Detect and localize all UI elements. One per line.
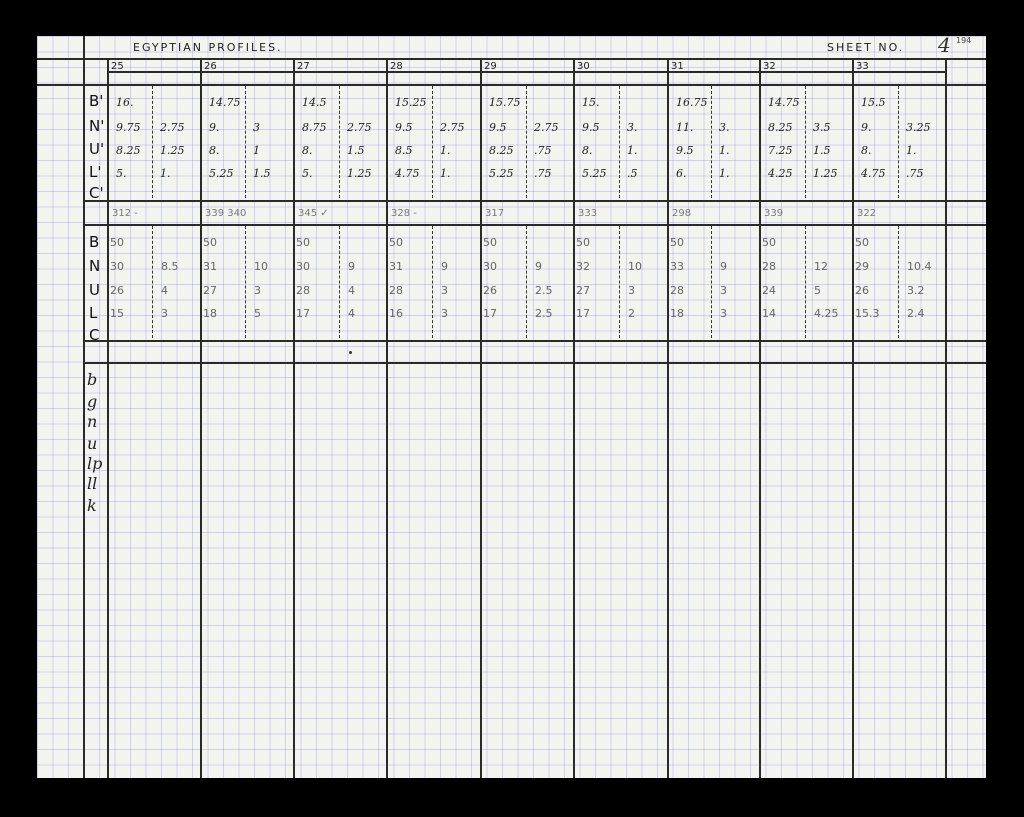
primed-cell-sub: 3.25 [906,121,931,134]
primed-cell-main: 5.25 [582,167,607,180]
plain-cell-main: 27 [576,284,590,297]
column-number-underline [107,71,945,73]
primed-subcolumn-divider [898,86,899,198]
plain-cell-main: 30 [296,260,310,273]
primed-cell-sub: .75 [534,167,552,180]
primed-cell-main: 5. [302,167,313,180]
sheet-number-label: SHEET NO. [827,41,905,54]
column-divider [573,58,575,778]
primed-cell-main: 8. [582,144,593,157]
total-cell: 298 [672,208,692,219]
primed-cell-main: 5.25 [209,167,234,180]
primed-cell-main: 8. [209,144,220,157]
plain-cell-sub: 3 [628,284,635,297]
row-label-primed: U' [89,140,105,158]
total-cell: 328 - [391,208,417,219]
primed-cell-main: 4.25 [768,167,793,180]
column-divider [667,58,669,778]
column-divider [759,58,761,778]
primed-cell-main: 9.5 [395,121,413,134]
primed-cell-main: 8.25 [116,144,141,157]
plain-cell-sub: 4 [161,284,168,297]
primed-cell-main: 9. [209,121,220,134]
plain-cell-main: 50 [855,236,869,249]
pencil-dot [349,351,352,354]
primed-cell-sub: .75 [906,167,924,180]
primed-cell-main: 16.75 [676,96,708,109]
column-divider [480,58,482,778]
row-label: U [89,281,100,299]
plain-subcolumn-divider [619,226,620,338]
plain-cell-sub: 2.4 [907,307,925,320]
totals-row-bottom-line [83,224,986,226]
plain-cell-main: 30 [110,260,124,273]
plain-cell-sub: 10 [628,260,642,273]
column-divider [293,58,295,778]
plain-cell-sub: 3 [720,284,727,297]
plain-cell-main: 18 [670,307,684,320]
primed-block-bottom-line [83,200,986,202]
plain-subcolumn-divider [711,226,712,338]
plain-cell-sub: 9 [720,260,727,273]
plain-cell-main: 24 [762,284,776,297]
primed-cell-main: 8.25 [489,144,514,157]
total-cell: 333 [578,208,598,219]
plain-cell-main: 15 [110,307,124,320]
primed-cell-main: 7.25 [768,144,793,157]
column-divider [107,58,109,778]
plain-cell-sub: 10.4 [907,260,932,273]
primed-cell-sub: 1. [160,167,171,180]
primed-cell-sub: 1.25 [347,167,372,180]
primed-cell-sub: 1. [440,167,451,180]
primed-cell-main: 16. [116,96,134,109]
column-divider [852,58,854,778]
plain-cell-sub: 4.25 [814,307,839,320]
primed-cell-main: 14.5 [302,96,327,109]
row-label: B [89,233,100,251]
primed-cell-main: 14.75 [768,96,800,109]
plain-cell-sub: 9 [535,260,542,273]
row-label-lowercase: k [87,496,97,515]
primed-subcolumn-divider [245,86,246,198]
plain-cell-main: 27 [203,284,217,297]
row-label-primed: C' [89,184,104,202]
primed-cell-main: 11. [676,121,694,134]
primed-cell-sub: 1. [906,144,917,157]
plain-cell-sub: 5 [814,284,821,297]
plain-cell-main: 50 [670,236,684,249]
plain-cell-main: 28 [389,284,403,297]
primed-cell-sub: 2.75 [440,121,465,134]
header-underline [37,58,986,60]
plain-cell-main: 17 [576,307,590,320]
plain-cell-main: 50 [296,236,310,249]
primed-cell-sub: .75 [534,144,552,157]
plain-cell-main: 50 [576,236,590,249]
primed-cell-main: 9.75 [116,121,141,134]
row-label-lowercase: g [87,392,98,411]
plain-cell-main: 28 [296,284,310,297]
total-cell: 322 [857,208,877,219]
plain-cell-sub: 9 [348,260,355,273]
total-cell: 345 ✓ [298,208,329,219]
primed-cell-main: 15.5 [861,96,886,109]
primed-cell-main: 6. [676,167,687,180]
plain-cell-main: 31 [389,260,403,273]
primed-cell-main: 5. [116,167,127,180]
primed-cell-sub: 3. [719,121,730,134]
row-label-primed: N' [89,117,105,135]
plain-cell-sub: 4 [348,284,355,297]
plain-cell-main: 32 [576,260,590,273]
plain-cell-sub: 5 [254,307,261,320]
column-number: 26 [204,61,217,72]
primed-cell-main: 9.5 [489,121,507,134]
plain-subcolumn-divider [526,226,527,338]
primed-cell-sub: 1.5 [813,144,831,157]
row-label-primed: L' [89,163,102,181]
column-number: 29 [484,61,497,72]
primed-block-top-line [37,84,986,86]
plain-cell-main: 50 [389,236,403,249]
plain-cell-sub: 3.2 [907,284,925,297]
primed-cell-main: 8.5 [395,144,413,157]
row-label-lowercase: u [87,434,98,453]
primed-cell-main: 4.75 [395,167,420,180]
primed-cell-sub: 1. [627,144,638,157]
plain-subcolumn-divider [432,226,433,338]
primed-cell-main: 5.25 [489,167,514,180]
primed-cell-sub: 2.75 [534,121,559,134]
plain-cell-main: 33 [670,260,684,273]
primed-cell-sub: 2.75 [160,121,185,134]
total-cell: 312 - [112,208,138,219]
primed-cell-main: 14.75 [209,96,241,109]
plain-cell-main: 50 [762,236,776,249]
plain-subcolumn-divider [245,226,246,338]
plain-cell-sub: 8.5 [161,260,179,273]
primed-cell-main: 15.25 [395,96,427,109]
record-sheet [37,36,986,778]
primed-cell-sub: 1.5 [347,144,365,157]
primed-subcolumn-divider [711,86,712,198]
row-label-lowercase: lp [87,454,103,473]
plain-cell-main: 50 [110,236,124,249]
lower-block-top-line [83,362,986,364]
plain-cell-main: 15.3 [855,307,880,320]
row-label-lowercase: ll [87,474,98,493]
row-label-primed: B' [89,92,104,110]
primed-cell-main: 15. [582,96,600,109]
primed-subcolumn-divider [805,86,806,198]
plain-cell-sub: 10 [254,260,268,273]
plain-cell-sub: 2 [628,307,635,320]
plain-cell-main: 31 [203,260,217,273]
primed-subcolumn-divider [432,86,433,198]
column-divider [386,58,388,778]
primed-cell-sub: 3. [627,121,638,134]
plain-cell-main: 26 [110,284,124,297]
plain-cell-main: 16 [389,307,403,320]
plain-cell-sub: 3 [720,307,727,320]
plain-subcolumn-divider [805,226,806,338]
plain-cell-main: 50 [483,236,497,249]
primed-cell-main: 9. [861,121,872,134]
plain-cell-main: 28 [670,284,684,297]
primed-cell-sub: 1. [719,144,730,157]
sheet-number: 4 [938,36,951,57]
plain-cell-sub: 2.5 [535,284,553,297]
plain-subcolumn-divider [898,226,899,338]
plain-cell-sub: 2.5 [535,307,553,320]
primed-cell-sub: 3.5 [813,121,831,134]
row-label: C [89,326,100,344]
plain-cell-main: 18 [203,307,217,320]
sheet-title: EGYPTIAN PROFILES. [133,41,283,54]
plain-cell-main: 17 [483,307,497,320]
primed-cell-main: 9.5 [676,144,694,157]
primed-cell-sub: 1 [253,144,260,157]
primed-cell-main: 15.75 [489,96,521,109]
primed-cell-sub: 3 [253,121,260,134]
primed-cell-sub: 1. [440,144,451,157]
primed-subcolumn-divider [152,86,153,198]
column-number: 33 [856,61,869,72]
plain-subcolumn-divider [339,226,340,338]
plain-cell-sub: 3 [441,284,448,297]
row-label: L [89,304,98,322]
primed-cell-main: 8. [861,144,872,157]
plain-cell-sub: 12 [814,260,828,273]
column-divider [945,58,947,778]
plain-subcolumn-divider [152,226,153,338]
plain-cell-sub: 9 [441,260,448,273]
primed-cell-sub: 1. [719,167,730,180]
plain-cell-main: 28 [762,260,776,273]
primed-cell-sub: 2.75 [347,121,372,134]
plain-cell-sub: 4 [348,307,355,320]
total-cell: 339 [764,208,784,219]
row-label-lowercase: n [87,412,98,431]
plain-cell-main: 26 [855,284,869,297]
row-label: N [89,257,101,275]
plain-cell-main: 29 [855,260,869,273]
primed-cell-main: 8. [302,144,313,157]
primed-cell-sub: 1.25 [813,167,838,180]
column-divider [200,58,202,778]
plain-cell-main: 14 [762,307,776,320]
column-number: 25 [111,61,124,72]
plain-cell-main: 26 [483,284,497,297]
plain-cell-sub: 3 [441,307,448,320]
primed-subcolumn-divider [339,86,340,198]
plain-block-bottom-line [83,340,986,342]
plain-cell-main: 50 [203,236,217,249]
total-cell: 317 [485,208,505,219]
primed-cell-main: 4.75 [861,167,886,180]
column-number: 31 [671,61,684,72]
plain-cell-main: 30 [483,260,497,273]
column-number: 27 [297,61,310,72]
row-label-lowercase: b [87,370,98,389]
plain-cell-sub: 3 [254,284,261,297]
primed-cell-main: 8.75 [302,121,327,134]
column-number: 32 [763,61,776,72]
primed-subcolumn-divider [619,86,620,198]
column-number: 28 [390,61,403,72]
primed-subcolumn-divider [526,86,527,198]
primed-cell-sub: 1.5 [253,167,271,180]
primed-cell-sub: 1.25 [160,144,185,157]
primed-cell-main: 8.25 [768,121,793,134]
primed-cell-main: 9.5 [582,121,600,134]
primed-cell-sub: .5 [627,167,638,180]
label-column-left-border [83,36,85,778]
column-number: 30 [577,61,590,72]
sheet-number-superscript: 194 [956,36,972,45]
total-cell: 339 340 [205,208,247,219]
plain-cell-main: 17 [296,307,310,320]
plain-cell-sub: 3 [161,307,168,320]
